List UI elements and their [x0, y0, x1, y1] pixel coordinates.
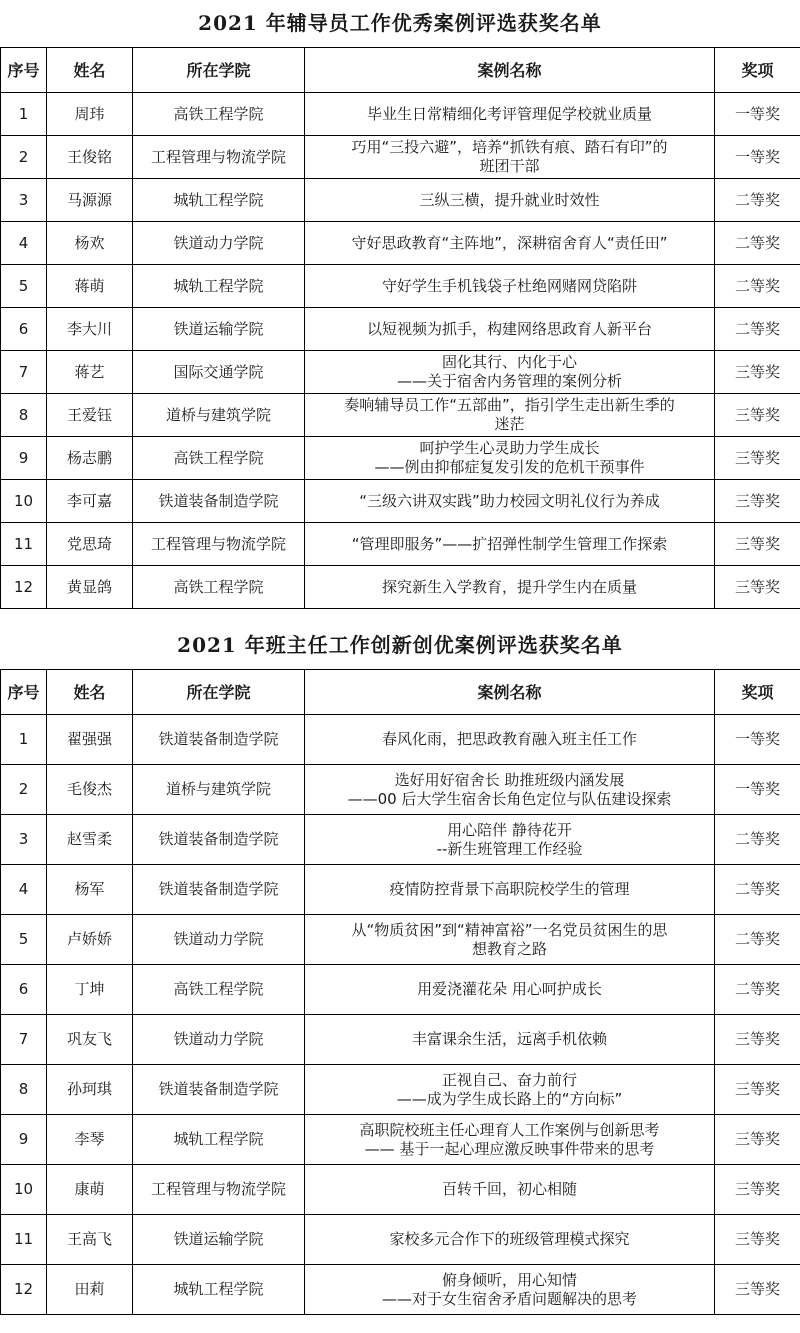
header-no: 序号	[1, 48, 47, 93]
cell-no: 11	[1, 1215, 47, 1265]
cell-award: 三等奖	[715, 394, 800, 437]
cell-case: 家校多元合作下的班级管理模式探究	[305, 1215, 715, 1265]
table-row	[1, 351, 800, 394]
cell-name: 王俊铭	[47, 136, 133, 179]
cell-case: 丰富课余生活，远离手机依赖	[305, 1015, 715, 1065]
cell-award: 二等奖	[715, 308, 800, 351]
header-name: 姓名	[47, 48, 133, 93]
cell-award: 三等奖	[715, 1065, 800, 1115]
cell-no: 12	[1, 1265, 47, 1315]
table-row	[1, 1015, 800, 1065]
table-row	[1, 480, 800, 523]
cell-school: 工程管理与物流学院	[133, 523, 305, 566]
cell-case: “三级六讲双实践”助力校园文明礼仪行为养成	[305, 480, 715, 523]
cell-no: 1	[1, 93, 47, 136]
cell-award: 一等奖	[715, 765, 800, 815]
cell-name: 王爱钰	[47, 394, 133, 437]
cell-award: 二等奖	[715, 815, 800, 865]
table-row	[1, 523, 800, 566]
table2-title: 2021 年班主任工作创新创优案例评选获奖名单	[177, 633, 623, 657]
cell-name: 党思琦	[47, 523, 133, 566]
table-row	[1, 394, 800, 437]
cell-school: 城轨工程学院	[133, 1115, 305, 1165]
cell-name: 翟强强	[47, 715, 133, 765]
cell-school: 铁道装备制造学院	[133, 865, 305, 915]
table-row	[1, 765, 800, 815]
section-gap	[0, 609, 800, 622]
cell-no: 8	[1, 394, 47, 437]
cell-name: 蒋萌	[47, 265, 133, 308]
cell-name: 杨军	[47, 865, 133, 915]
cell-school: 铁道装备制造学院	[133, 715, 305, 765]
section-class-teacher	[0, 622, 800, 1315]
header-award: 奖项	[715, 670, 800, 715]
table-row	[1, 1215, 800, 1265]
table-header-row	[1, 48, 800, 93]
table-row	[1, 308, 800, 351]
cell-case: 毕业生日常精细化考评管理促学校就业质量	[305, 93, 715, 136]
cell-award: 三等奖	[715, 1165, 800, 1215]
cell-school: 铁道装备制造学院	[133, 480, 305, 523]
header-case: 案例名称	[305, 670, 715, 715]
cell-case: “管理即服务”——扩招弹性制学生管理工作探索	[305, 523, 715, 566]
cell-name: 李可嘉	[47, 480, 133, 523]
header-award: 奖项	[715, 48, 800, 93]
table-row	[1, 1265, 800, 1315]
cell-name: 杨欢	[47, 222, 133, 265]
cell-no: 5	[1, 915, 47, 965]
cell-award: 一等奖	[715, 715, 800, 765]
cell-case: 正视自己、奋力前行 ——成为学生成长路上的“方向标”	[305, 1065, 715, 1115]
cell-case: 从“物质贫困”到“精神富裕”一名党员贫困生的思 想教育之路	[305, 915, 715, 965]
cell-school: 城轨工程学院	[133, 265, 305, 308]
cell-case: 疫情防控背景下高职院校学生的管理	[305, 865, 715, 915]
header-name: 姓名	[47, 670, 133, 715]
cell-case: 守好学生手机钱袋子杜绝网赌网贷陷阱	[305, 265, 715, 308]
table-row	[1, 965, 800, 1015]
cell-name: 蒋艺	[47, 351, 133, 394]
cell-award: 二等奖	[715, 865, 800, 915]
cell-no: 11	[1, 523, 47, 566]
cell-name: 田莉	[47, 1265, 133, 1315]
cell-school: 高铁工程学院	[133, 965, 305, 1015]
header-case: 案例名称	[305, 48, 715, 93]
cell-case: 呵护学生心灵助力学生成长 ——例由抑郁症复发引发的危机干预事件	[305, 437, 715, 480]
cell-no: 4	[1, 865, 47, 915]
table2-body	[1, 715, 800, 1315]
cell-award: 二等奖	[715, 222, 800, 265]
cell-no: 5	[1, 265, 47, 308]
table-header-row	[1, 670, 800, 715]
cell-no: 4	[1, 222, 47, 265]
table-row	[1, 915, 800, 965]
cell-school: 城轨工程学院	[133, 179, 305, 222]
cell-school: 铁道动力学院	[133, 915, 305, 965]
header-school: 所在学院	[133, 670, 305, 715]
cell-award: 二等奖	[715, 265, 800, 308]
counselor-award-table	[0, 47, 800, 609]
cell-case: 高职院校班主任心理育人工作案例与创新思考 —— 基于一起心理应激反映事件带来的思考	[305, 1115, 715, 1165]
cell-no: 6	[1, 965, 47, 1015]
cell-no: 12	[1, 566, 47, 609]
cell-no: 10	[1, 480, 47, 523]
cell-case: 百转千回，初心相随	[305, 1165, 715, 1215]
table-row	[1, 1115, 800, 1165]
cell-school: 道桥与建筑学院	[133, 394, 305, 437]
cell-case: 俯身倾听，用心知情 ——对于女生宿舍矛盾问题解决的思考	[305, 1265, 715, 1315]
cell-no: 6	[1, 308, 47, 351]
cell-school: 道桥与建筑学院	[133, 765, 305, 815]
cell-case: 用爱浇灌花朵 用心呵护成长	[305, 965, 715, 1015]
table-row	[1, 715, 800, 765]
cell-school: 城轨工程学院	[133, 1265, 305, 1315]
cell-award: 三等奖	[715, 566, 800, 609]
cell-award: 三等奖	[715, 351, 800, 394]
cell-school: 工程管理与物流学院	[133, 1165, 305, 1215]
cell-school: 铁道装备制造学院	[133, 815, 305, 865]
table-row	[1, 93, 800, 136]
cell-case: 选好用好宿舍长 助推班级内涵发展 ——00 后大学生宿舍长角色定位与队伍建设探索	[305, 765, 715, 815]
cell-award: 一等奖	[715, 93, 800, 136]
cell-school: 铁道装备制造学院	[133, 1065, 305, 1115]
cell-award: 一等奖	[715, 136, 800, 179]
table-row	[1, 865, 800, 915]
cell-case: 守好思政教育“主阵地”，深耕宿舍育人“责任田”	[305, 222, 715, 265]
cell-award: 三等奖	[715, 1215, 800, 1265]
cell-award: 三等奖	[715, 1115, 800, 1165]
table-row	[1, 437, 800, 480]
cell-no: 2	[1, 765, 47, 815]
cell-no: 8	[1, 1065, 47, 1115]
cell-no: 9	[1, 437, 47, 480]
cell-school: 铁道动力学院	[133, 222, 305, 265]
cell-award: 二等奖	[715, 915, 800, 965]
cell-no: 9	[1, 1115, 47, 1165]
table-row	[1, 265, 800, 308]
table1-body	[1, 93, 800, 609]
cell-award: 二等奖	[715, 179, 800, 222]
header-no: 序号	[1, 670, 47, 715]
cell-name: 孙珂琪	[47, 1065, 133, 1115]
cell-school: 铁道运输学院	[133, 308, 305, 351]
cell-case: 奏响辅导员工作“五部曲”，指引学生走出新生季的 迷茫	[305, 394, 715, 437]
cell-no: 2	[1, 136, 47, 179]
cell-school: 高铁工程学院	[133, 437, 305, 480]
cell-name: 卢娇娇	[47, 915, 133, 965]
cell-award: 三等奖	[715, 523, 800, 566]
table-row	[1, 566, 800, 609]
cell-school: 工程管理与物流学院	[133, 136, 305, 179]
header-school: 所在学院	[133, 48, 305, 93]
cell-name: 王高飞	[47, 1215, 133, 1265]
cell-name: 毛俊杰	[47, 765, 133, 815]
cell-award: 三等奖	[715, 480, 800, 523]
cell-award: 三等奖	[715, 1265, 800, 1315]
table-row	[1, 815, 800, 865]
cell-name: 丁坤	[47, 965, 133, 1015]
cell-case: 春风化雨，把思政教育融入班主任工作	[305, 715, 715, 765]
table-row	[1, 1065, 800, 1115]
cell-case: 固化其行、内化于心 ——关于宿舍内务管理的案例分析	[305, 351, 715, 394]
cell-name: 杨志鹏	[47, 437, 133, 480]
table-row	[1, 179, 800, 222]
table-row	[1, 136, 800, 179]
cell-name: 李琴	[47, 1115, 133, 1165]
cell-award: 三等奖	[715, 1015, 800, 1065]
table-row	[1, 222, 800, 265]
cell-case: 以短视频为抓手，构建网络思政育人新平台	[305, 308, 715, 351]
cell-no: 7	[1, 1015, 47, 1065]
table1-title: 2021 年辅导员工作优秀案例评选获奖名单	[198, 11, 602, 35]
cell-award: 三等奖	[715, 437, 800, 480]
cell-name: 马源源	[47, 179, 133, 222]
cell-case: 三纵三横，提升就业时效性	[305, 179, 715, 222]
table-row	[1, 1165, 800, 1215]
cell-case: 用心陪伴 静待花开 --新生班管理工作经验	[305, 815, 715, 865]
section-counselor	[0, 0, 800, 609]
cell-school: 高铁工程学院	[133, 566, 305, 609]
cell-no: 1	[1, 715, 47, 765]
cell-school: 铁道动力学院	[133, 1015, 305, 1065]
cell-name: 巩友飞	[47, 1015, 133, 1065]
cell-no: 7	[1, 351, 47, 394]
cell-name: 李大川	[47, 308, 133, 351]
cell-no: 3	[1, 179, 47, 222]
cell-case: 探究新生入学教育，提升学生内在质量	[305, 566, 715, 609]
cell-case: 巧用“三投六避”，培养“抓铁有痕、踏石有印”的 班团干部	[305, 136, 715, 179]
class-teacher-award-table	[0, 669, 800, 1315]
cell-no: 3	[1, 815, 47, 865]
cell-school: 国际交通学院	[133, 351, 305, 394]
cell-name: 黄显鸽	[47, 566, 133, 609]
cell-award: 二等奖	[715, 965, 800, 1015]
cell-school: 高铁工程学院	[133, 93, 305, 136]
cell-name: 赵雪柔	[47, 815, 133, 865]
cell-no: 10	[1, 1165, 47, 1215]
cell-school: 铁道运输学院	[133, 1215, 305, 1265]
cell-name: 康萌	[47, 1165, 133, 1215]
cell-name: 周玮	[47, 93, 133, 136]
